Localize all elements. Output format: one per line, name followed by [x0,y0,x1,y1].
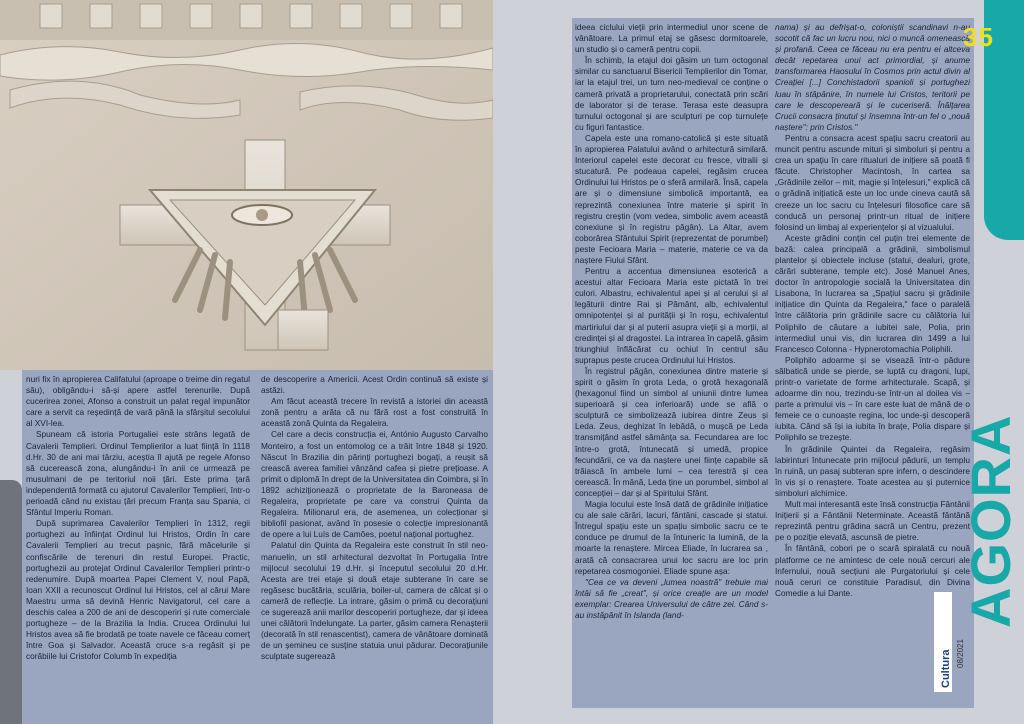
quote-paragraph: "Cea ce va deveni „lumea noastră" trebuie mai întâi să fie „creat", și orice creație are un model exemplar: Crearea Universului de către zei. Când s-au instăpânit în Islanda (land- [575,576,768,620]
paragraph: Magia locului este însă dată de grădinile inițiatice cu ale sale cărări, lacuri, fântâni, cascade și statui. Întregul spațiu este un spațiu simbolic sacru ce te conduce pe drumul de la întuneric la lumină, de la moarte la renaștere. Mircea Eliade, în lucrarea sa , arată că consacrarea unui loc sacru are loc prin repetarea cosmogoniei. Eliade spune așa: [575,499,768,576]
paragraph: În fântână, cobori pe o scară spiralată cu nouă platforme ce ne amintesc de cele nouă cercuri ale Infernului, nouă secțiuni ale Purgatoriului și cele nouă ceruri ce constituie Paradisul, din Divina Comedie a lui Dante. [775,543,970,598]
paragraph: Poliphilo adoarme și se visează într-o pădure sălbatică unde se pierde, se luptă cu dragoni, lupi, printr-o varietate de forme arhitecturale. Scapă, și adoarme din nou, trezindu-se într-un al doilea vis – parte a primului vis – în care este luat de mână de o femeie ce o cunoaște regina, loc unde-și descoperă iubita. Când să își ia iubita în brațe, Polia dispare și Poliphilo se trezește. [775,354,970,443]
left-column-1 [26,374,250,720]
paragraph: nuri fix în apropierea Califatului (aproape o treime din regatul său), obligându-i să-și apere astfel terenurile. După cucerirea zonei, Afonso a construit un palat regal impunător care a servit ca reședință de vară până la sfârșitul secolului al XVI-lea. [26,374,250,429]
paragraph: de descoperire a Americii. Acest Ordin continuă să existe și astăzi. [261,374,488,396]
carved-triangle-eye-image [0,0,493,370]
issue-label: 08/2021 [956,639,965,668]
paragraph: Palatul din Quinta da Regaleira este construit în stil neo-manuelin, un stil arhitectural dezvoltat în Portugalia între mijlocul secolului 19 d.Hr. și începutul secolului 20 d.Hr. Acesta are trei etaje și două etaje subterane în care se regăsesc bucătăria, sculăria, boiler-ul, camera de călcat și o cameră de reflecție. La intrare, găsim o primă cu decorațiuni ce sugerează anii marilor descoperiri portugheze, dar și ideea unei călătorii îndelungate. La parter, găsim camera Renașterii (decorată în stil renascentist), camera de vânătoare dominată de un șemineu ce susține statuia unui pădurar. Decorațiunile sculptate sugerează [261,540,488,662]
paragraph: Spuneam că istoria Portugaliei este strâns legată de Cavalerii Templieri. Ordinul Templierilor a luat ființă în 1118 d.Hr. 30 de ani mai târziu, aceștia îl ajută pe regele Afonso să cucerească zona, alungându-i în anii ce urmează pe musulmani de pe teritoriul noii țări. Este prima țară independentă formată cu ajutorul Cavalerilor Templieri, într-o perioadă când nu existau țări precum Franța sau Spania, ci Sfântul Imperiu Roman. [26,429,250,518]
page-number: 35 [963,22,994,52]
paragraph: În registrul păgân, conexiunea dintre materie și spirit o găsim în grota Leda, o grotă hexagonală (hexagonul fiind un simbol al uniunii dintre lumea superioară și cea inferioară) unde se află o sculptură ce simbolizează iubirea dintre Zeus și Leda. Zeus, deghizat în lebădă, o mușcă pe Leda transmițând astfel sămânța sa. Fecundarea are loc între-o grotă, întunecată și umedă, propice fecundării, ce va da naștere unei ființe capabile să trăiască în ambele lumi – cea terestră și cea cerească. În mână, Leda ține un porumbel, simbol al concepției – dar și al Spiritului Sfânt. [575,365,768,498]
paragraph: ideea ciclului vieții prin intermediul unor scene de vânătoare. La primul etaj se găsesc dormitoarele, un studio și o cameră pentru copii. [575,22,768,55]
paragraph: În schimb, la etajul doi găsim un turn octogonal similar cu sanctuarul Bisericii Templierilor din Tomar, iar la etajul trei, un turn neo-medieval ce conține o cameră privată a proprietarului, conectată prin scări de laborator și de terase. Terasa este deasupra turnului octogonal și are sculpturi pe cop turnulețe cu figuri fantastice. [575,55,768,132]
paragraph: Aceste grădini conțin cel puțin trei elemente de bază: calea principală a grădinii, simbolismul plantelor și obiectele incluse (statui, dealuri, grote, cărări subterane, temple etc). José Manuel Anes, doctor în antropologie socială la Universitatea din Lisabona, în lucrarea sa „Spațiul sacru și grădinile inițiatice din Quinta da Regaleira," face o paralelă între călătoria prin grădinile sacre cu călătoria lui Poliphilo de căutare a iubitei sale, Polia, prin intermediul unui vis, din lucrarea din 1499 a lui Francesco Colonna - Hypnerotomachia Poliphili. [775,232,970,354]
paragraph: Cel care a decis construcția ei, António Augusto Carvalho Monteiro, a fost un entomolog ce a trăit între 1848 și 1920. Născut în Brazilia din părinți portughezi bogați, a reușit să crească averea familiei vânzând cafea și pietre prețioase. A primit o diplomă în drept de la Universitatea din Coimbra, și în 1892 achiziționează o proprietate de la Baroneasa de Regaleira, proprietate pe care va construi Quinta da Regaleira. Milionarul era, de asemenea, un colecționar și bibliofil pasionat, având în posesie o colecție impresionantă de opere a lui Luís de Camões, poetul național portughez. [261,429,488,540]
brand-logo: Cultura [940,649,952,688]
right-column-1 [575,22,768,702]
paragraph: Am făcut această trecere în revistă a istoriei din această zonă pentru a arăta că nu fără rost a fost construită în această zonă Quinta da Regaleira. [261,396,488,429]
paragraph: Pentru a consacra acest spațiu sacru creatorii au muncit pentru ascunde mituri și simboluri și pentru a crea un spațiu în care ritualuri de inițiere să poată fi făcute. Christopher Macintosh, în cartea sa „Grădinile zeilor – mit, magie și înțelesuri," explică că o grădină inițiatică este un loc unde cineva caută să creeze un loc sacru cu înțelesuri filosofice care să conducă un personaj printr-un ritual de inițiere folosind un limbaj al experiențelor și al vizualului. [775,132,970,232]
section-title: AGORA [959,414,1022,628]
paragraph: În grădinile Quintei da Regaleira, regăsim labirinturi întunecate prin mijlocul pădurii, un templu în ruină, un pasaj subteran spre infern, o descindere în vis și o renaștere. Toate acestea au și puternice simboluri alchimice. [775,443,970,498]
paragraph: Mult mai interesantă este însă construcția Fântânii Inițierii și a Fântânii Neterminate. Această fântână reprezintă pentru grădina sacră un Centru, prezent pe o poziție elevată, ascunsă de pietre. [775,499,970,543]
paragraph: Pentru a accentua dimensiunea esoterică a acestui altar Fecioara Maria este pictată în trei culori. Albastru, echivalentul apei și al cerului și al legăturii dintre Rai și Pământ, alb, echivalentul omnipotenței și al purității și în roșu, echivalentul martiriului dar și al puterii asupra vieții și a morții, al credinței și al dragostei. La intrarea în capelă, găsim triunghiul înflăcărat cu ochiul în centrul său suprapus peste crucea Ordinului lui Hristos. [575,266,768,365]
quote-paragraph: nama) și au defrișat-o, coloniștii scandinavi n-au socotit că fac un lucru nou, nici o muncă omenească și profană. Ceea ce făceau nu era pentru ei altceva decât repetarea unui act primordial, și anume transformarea Haosului în Cosmos prin actul divin al Creației [...] Conchistadorii spanioli și portughezi luau în stăpânire, în numele lui Cristos, teritorii pe care le descopereară și le cuceriseră. Înălțarea Crucii consacra ținutul și însemna într-un fel o „nouă naștere": prin Cristos." [775,22,970,132]
paragraph: După suprimarea Cavalerilor Templieri în 1312, regii portughezi au înființat Ordinul lui Hristos, Ordin în care Cavalerii Templieri au trecut pașnic, fără măcelurile și confiscările de terenuri din restul Europei. Practic, portughezii au protejat Ordinul Cavalerilor Templieri printr-o redenumire. După moartea Papei Clement V, noul Papă, Ioan XXII a recunoscut Ordinul lui Hristos, cel al cărui Mare Maestru urma să devină Henric Navigatorul, cel care a deschis calea a 200 de ani de descoperiri și rute comerciale portugheze – de la Brazilia la India. Crucea Ordinului lui Hristos avea să fie brodată pe toate navele ce făceau comerț între Goa și Salvador. Această cruce s-a regăsit și pe corăbiile lui Cristofor Columb în expediția [26,518,250,662]
stone-carving-photo [0,0,493,370]
left-margin-bar [0,480,22,724]
paragraph: Capela este una romano-catolică și este situată în apropierea Palatului având o arhitectură similară. Interiorul capelei este decorat cu fresce, vitralii și stucatură. Pe podeaua capelei, regăsim crucea Ordinului lui Hristos pe o sferă armilară. Însă, capela are și o dimensiune simbolică importantă, ea reprezintă conexiunea între materie și spirit în registru creștin (vom vedea, simbolic avem această conexiune și în registru păgân). La Altar, avem coborârea Sfântului Spirit (reprezentat de porumbel) peste Fecioara Maria – materie, materie ce va da naștere Fiului Sfânt. [575,132,768,265]
left-column-2 [261,374,488,720]
